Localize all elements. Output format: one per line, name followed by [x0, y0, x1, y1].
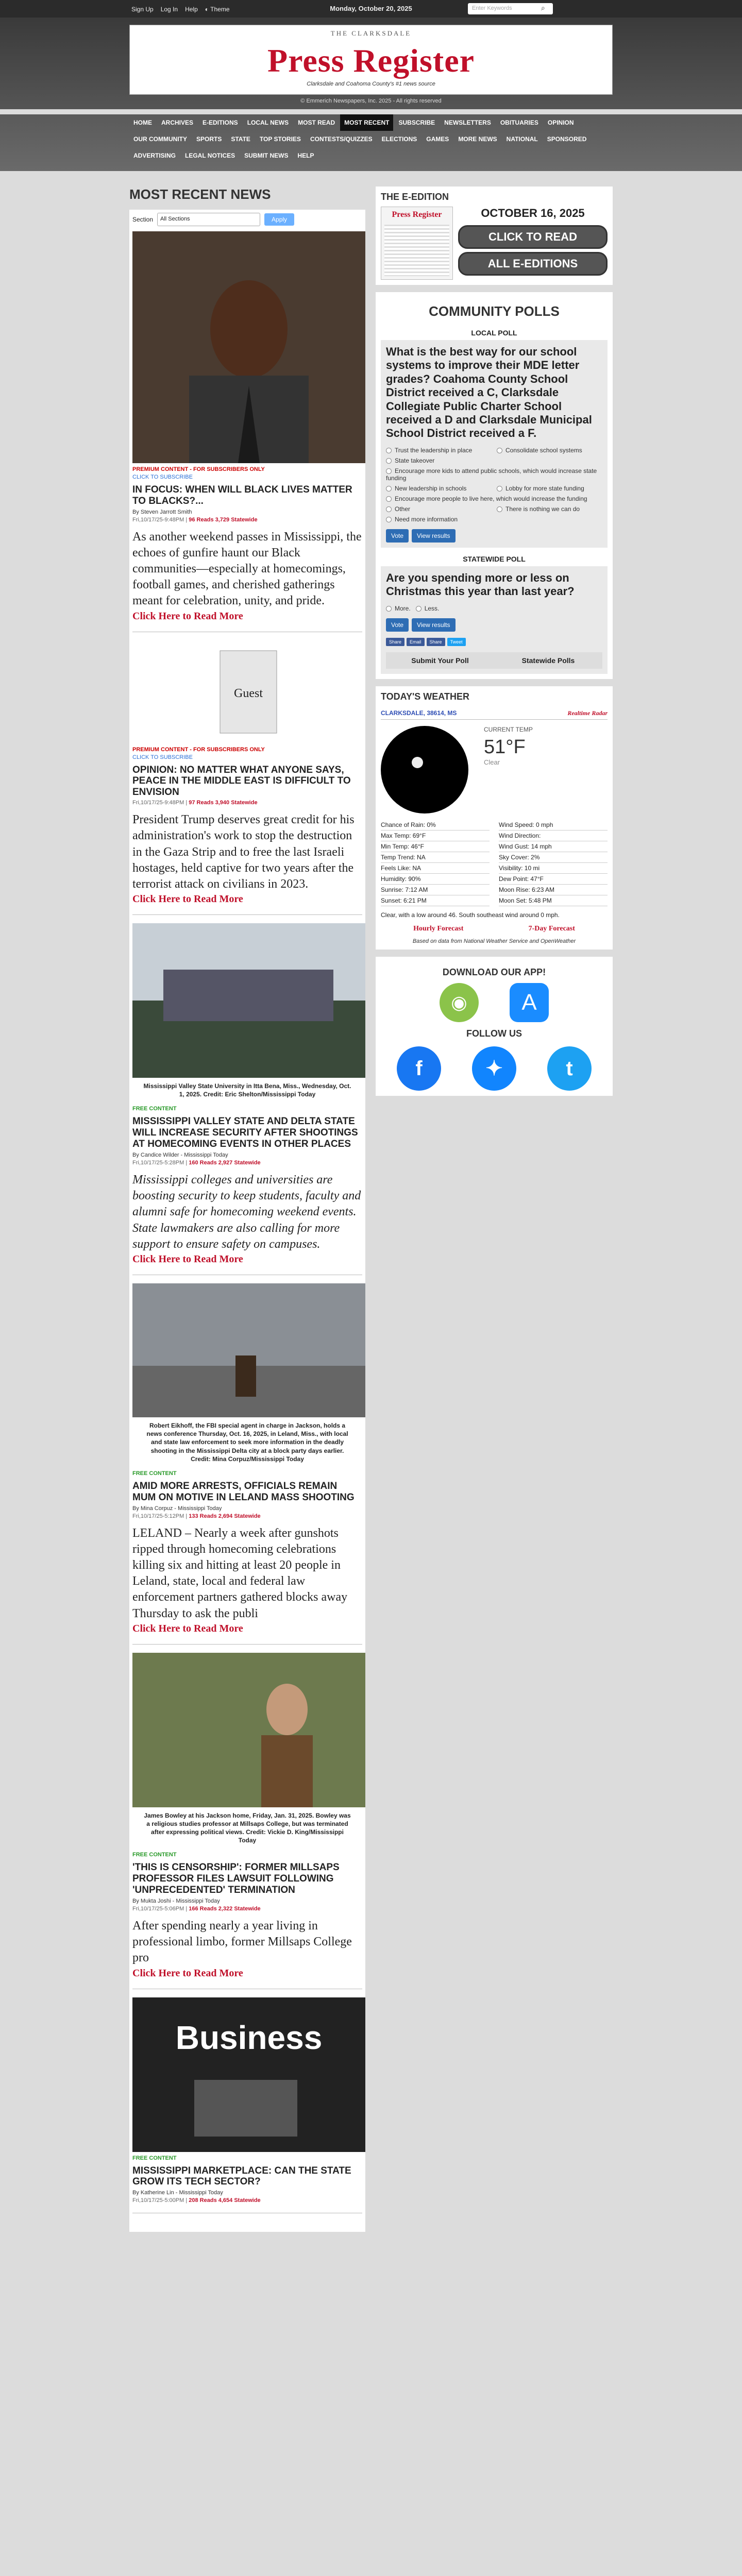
local-poll-option[interactable]: Need more information	[386, 516, 492, 523]
nav-subscribe[interactable]: SUBSCRIBE	[398, 119, 435, 126]
nav-games[interactable]: GAMES	[426, 135, 449, 143]
nav-most-read[interactable]: MOST READ	[298, 119, 335, 126]
weather-stat: Dew Point: 47°F	[499, 874, 608, 885]
nav-opinion[interactable]: OPINION	[547, 119, 574, 126]
subscribe-link[interactable]: CLICK TO SUBSCRIBE	[132, 754, 193, 760]
article-meta: Fri,10/17/25-5:00PM | 208 Reads 4,654 Statewide	[132, 2197, 261, 2204]
local-poll-option[interactable]: Encourage more kids to attend public schools, which would increase state funding	[386, 467, 597, 482]
statewide-polls-link[interactable]: Statewide Polls	[521, 656, 575, 665]
article-title[interactable]: IN FOCUS: WHEN WILL BLACK LIVES MATTER TO BLACKS?...	[132, 484, 352, 506]
article-byline: By Steven Jarrott Smith	[132, 509, 192, 515]
article	[132, 1997, 362, 2214]
weather-stat: Wind Gust: 14 mph	[499, 841, 608, 852]
nav-submit-news[interactable]: SUBMIT NEWS	[244, 152, 289, 159]
access-badge: FREE CONTENT	[132, 1106, 177, 1112]
nav-sports[interactable]: SPORTS	[196, 135, 222, 143]
all-eeditions-button[interactable]: ALL E-EDITIONS	[458, 252, 608, 276]
article-excerpt: President Trump deserves great credit for his administration's work to stop the destruction in the Gaza Strip and to free the last Israeli hostages, held captive for two years after the terrorist attack on civilians in 2023.	[132, 813, 355, 891]
nav-home[interactable]: HOME	[133, 119, 152, 126]
svg-text:Guest: Guest	[234, 686, 263, 700]
article-title[interactable]: 'THIS IS CENSORSHIP': FORMER MILLSAPS PROFESSOR FILES LAWSUIT FOLLOWING 'UNPRECEDENTED' TERMINATION	[132, 1862, 340, 1896]
nav-more-news[interactable]: MORE NEWS	[458, 135, 497, 143]
weather-source: Based on data from National Weather Service and OpenWeather	[412, 938, 576, 944]
top-bar	[0, 0, 742, 18]
article-byline: By Katherine Lin - Mississippi Today	[132, 2190, 223, 2196]
local-results-button[interactable]: View results	[412, 529, 455, 543]
article	[132, 1653, 362, 1989]
eedition-box: THE E-EDITION Press Register OCTOBER 16, 2025 CLICK TO READ ALL E-EDITIONS	[376, 187, 613, 285]
nav-newsletters[interactable]: NEWSLETTERS	[444, 119, 491, 126]
weather-stat: Moon Rise: 6:23 AM	[499, 885, 608, 895]
nav-top-stories[interactable]: TOP STORIES	[259, 135, 301, 143]
radio-button[interactable]	[497, 448, 502, 453]
article-title[interactable]: MISSISSIPPI VALLEY STATE AND DELTA STATE WILL INCREASE SECURITY AFTER SHOOTINGS AT HOMECOMING EVENTS IN OTHER PLACES	[132, 1116, 358, 1150]
nav-most-recent[interactable]: MOST RECENT	[340, 114, 393, 131]
article-byline: By Mina Corpuz - Mississippi Today	[132, 1505, 222, 1512]
article-image[interactable]	[132, 1283, 362, 1417]
local-poll-option[interactable]: Other	[386, 505, 492, 513]
article-meta: Fri,10/17/25-9:48PM | 97 Reads 3,940 Statewide	[132, 800, 258, 806]
article	[132, 1283, 362, 1645]
tweet-button[interactable]: Tweet	[447, 638, 466, 646]
image-caption: Robert Eikhoff, the FBI special agent in charge in Jackson, holds a news conference Thursday, Oct. 16, 2025, in Leland, Miss., with local and state law enforcement to seek more information in the deadly shooting in the Mississippi Delta city at a block party days earlier. Credit: Mina Corpuz/Mississippi Today	[146, 1421, 348, 1463]
article-image[interactable]	[132, 231, 362, 463]
weather-stat: Sky Cover: 2%	[499, 852, 608, 863]
nav-legal-notices[interactable]: LEGAL NOTICES	[185, 152, 235, 159]
article	[132, 231, 362, 632]
header	[0, 18, 742, 109]
read-more-link[interactable]: Click Here to Read More	[132, 1253, 243, 1265]
article	[132, 640, 362, 915]
eedition-thumbnail[interactable]: Press Register	[381, 207, 453, 280]
read-more-link[interactable]: Click Here to Read More	[132, 1622, 243, 1634]
local-poll-option[interactable]: Consolidate school systems	[497, 447, 602, 454]
signup-link[interactable]: Sign Up	[131, 6, 154, 13]
read-more-link[interactable]: Click Here to Read More	[132, 610, 243, 622]
article-excerpt: LELAND – Nearly a week after gunshots ripped through homecoming celebrations killing six and hitting at least 20 people in Leland, state, local and federal law enforcement partners gathered blocks away Thursday to ask the publi	[132, 1526, 348, 1620]
access-badge: FREE CONTENT	[132, 1470, 177, 1477]
article-image[interactable]	[132, 1997, 362, 2152]
access-badge: FREE CONTENT	[132, 2155, 177, 2161]
article-excerpt: Mississippi colleges and universities are boosting security to keep students, faculty and alumni safe for homecoming weekend events. State lawmakers are also calling for more support to ensure safety on campuses.	[132, 1173, 361, 1251]
copyright: © Emmerich Newspapers, Inc. 2025 - All rights reserved	[300, 98, 442, 104]
article-image[interactable]	[132, 923, 362, 1078]
weather-stat: Sunrise: 7:12 AM	[381, 885, 490, 895]
share-button[interactable]: Share	[427, 638, 445, 646]
current-temp: 51°F	[484, 736, 526, 758]
access-badge: PREMIUM CONTENT - FOR SUBSCRIBERS ONLY	[132, 466, 265, 472]
article-meta: Fri,10/17/25-5:28PM | 160 Reads 2,927 Statewide	[132, 1160, 261, 1166]
state-poll-option[interactable]: Less.	[416, 605, 440, 612]
local-poll-question: What is the best way for our school systems to improve their MDE letter grades? Coahoma County School District received a C, Clarksdale Collegiate Public Charter School received a D and Clarksdale Municipal School District received a F.	[386, 345, 592, 440]
radio-button[interactable]	[497, 506, 502, 512]
android-app-icon[interactable]: ◉	[440, 983, 479, 1022]
subscribe-link[interactable]: CLICK TO SUBSCRIBE	[132, 474, 193, 480]
nav-contests-quizzes[interactable]: CONTESTS/QUIZZES	[310, 135, 373, 143]
community-polls: COMMUNITY POLLS LOCAL POLL What is the best way for our school systems to improve their MDE letter grades? Coahoma County School District received a C, Clarksdale Collegiate Public Charter School received a D and Clarksdale Municipal School District received a F. Trust the leadership in place Consolidate school systems State takeover Encourage more kids to attend public schools, which would increase state funding New leadership in schools Lobby for more state funding Encourage more people to live here, which would increase the funding Other There is nothing we can do Need more information Vote View results STATEWIDE POLL Are you spending more or less on Christmas this year than last year? More. Less. Vote View results Share Email Share Tweet Submit Your Poll Statewide Polls	[376, 292, 613, 679]
weather-stat: Chance of Rain: 0%	[381, 820, 490, 831]
radio-button[interactable]	[386, 606, 392, 612]
state-vote-button[interactable]: Vote	[386, 618, 409, 632]
submit-poll-link[interactable]: Submit Your Poll	[411, 656, 469, 665]
image-caption: James Bowley at his Jackson home, Friday, Jan. 31, 2025. Bowley was a religious studies professor at Millsaps College, but was terminated after expressing political views. Credit: Vickie D. King/Mississippi Today	[144, 1811, 351, 1844]
nav-e-editions[interactable]: E-EDITIONS	[203, 119, 238, 126]
email-share-button[interactable]: Email	[407, 638, 425, 646]
nav-help[interactable]: HELP	[297, 152, 314, 159]
article-meta: Fri,10/17/25-9:48PM | 96 Reads 3,729 Statewide	[132, 516, 258, 523]
local-vote-button[interactable]: Vote	[386, 529, 409, 543]
radio-button[interactable]	[386, 496, 392, 502]
theme-icon: ◐	[205, 6, 211, 13]
local-poll-option[interactable]: Lobby for more state funding	[497, 485, 602, 492]
bluesky-icon[interactable]: ✦	[472, 1046, 516, 1091]
radio-button[interactable]	[497, 486, 502, 492]
article-title[interactable]: AMID MORE ARRESTS, OFFICIALS REMAIN MUM ON MOTIVE IN LELAND MASS SHOOTING	[132, 1480, 355, 1503]
radio-button[interactable]	[386, 468, 392, 474]
image-caption: Mississippi Valley State University in Itta Bena, Miss., Wednesday, Oct. 1, 2025. Credit: Eric Shelton/Mississippi Today	[143, 1082, 351, 1098]
app-store-icon[interactable]: A	[510, 983, 549, 1022]
article-image[interactable]	[132, 1653, 362, 1807]
svg-text:Business: Business	[175, 2019, 323, 2056]
article-byline: By Candice Wilder - Mississippi Today	[132, 1152, 228, 1158]
state-results-button[interactable]: View results	[412, 618, 455, 632]
nav-our-community[interactable]: OUR COMMUNITY	[133, 135, 187, 143]
nav-local-news[interactable]: LOCAL NEWS	[247, 119, 289, 126]
search-input[interactable]: Enter Keywords	[468, 3, 553, 14]
article-byline: By Mukta Joshi - Mississippi Today	[132, 1897, 220, 1904]
weather-stat: Moon Set: 5:48 PM	[499, 895, 608, 906]
radar-link[interactable]: Realtime Radar	[567, 709, 608, 717]
local-poll-option[interactable]: Encourage more people to live here, which would increase the funding	[386, 495, 602, 502]
state-poll-option[interactable]: More.	[386, 605, 411, 612]
radio-button[interactable]	[386, 517, 392, 522]
twitter-icon[interactable]: t	[547, 1046, 592, 1091]
weather-stat: Wind Speed: 0 mph	[499, 820, 608, 831]
weather-stat: Visibility: 10 mi	[499, 863, 608, 874]
page-title: MOST RECENT NEWS	[129, 187, 271, 202]
login-link[interactable]: Log In	[160, 6, 178, 13]
radio-button[interactable]	[386, 458, 392, 464]
weather-summary: Clear, with a low around 46. South southeast wind around 0 mph.	[381, 911, 560, 919]
access-badge: FREE CONTENT	[132, 1852, 177, 1858]
nav-archives[interactable]: ARCHIVES	[161, 119, 194, 126]
facebook-share-button[interactable]: Share	[386, 638, 404, 646]
eedition-date: OCTOBER 16, 2025	[481, 207, 585, 219]
article-excerpt: As another weekend passes in Mississippi, the echoes of gunfire haunt our Black communities—especially at homecomings, football games, and cherished gatherings meant for celebration, unity, and pride.	[132, 530, 362, 608]
article-title[interactable]: OPINION: NO MATTER WHAT ANYONE SAYS, PEACE IN THE MIDDLE EAST IS DIFFICULT TO ENVISION	[132, 764, 351, 798]
article-image[interactable]	[132, 640, 362, 743]
weather-stat: Humidity: 90%	[381, 874, 490, 885]
help-link[interactable]: Help	[185, 6, 198, 13]
local-poll-option[interactable]: New leadership in schools	[386, 485, 492, 492]
article	[132, 923, 362, 1275]
radio-button[interactable]	[386, 486, 392, 492]
weather-stat: Temp Trend: NA	[381, 852, 490, 863]
article-title[interactable]: MISSISSIPPI MARKETPLACE: CAN THE STATE GROW ITS TECH SECTOR?	[132, 2165, 351, 2188]
article-meta: Fri,10/17/25-5:12PM | 133 Reads 2,694 Statewide	[132, 1513, 261, 1519]
weather-stat: Sunset: 6:21 PM	[381, 895, 490, 906]
access-badge: PREMIUM CONTENT - FOR SUBSCRIBERS ONLY	[132, 746, 265, 753]
local-poll-option[interactable]: There is nothing we can do	[497, 505, 602, 513]
theme-toggle[interactable]: ◐ Theme	[205, 6, 230, 13]
facebook-icon[interactable]: f	[397, 1046, 441, 1091]
search-icon[interactable]: ⌕	[541, 4, 545, 12]
nav-national[interactable]: NATIONAL	[506, 135, 538, 143]
nav-advertising[interactable]: ADVERTISING	[133, 152, 176, 159]
radio-button[interactable]	[386, 448, 392, 453]
nav-obituaries[interactable]: OBITUARIES	[500, 119, 538, 126]
read-more-link[interactable]: Click Here to Read More	[132, 1967, 243, 1979]
article-meta: Fri,10/17/25-5:06PM | 166 Reads 2,322 Statewide	[132, 1905, 261, 1912]
weather-stat: Feels Like: NA	[381, 863, 490, 874]
moon-icon	[381, 726, 468, 814]
read-more-link[interactable]: Click Here to Read More	[132, 893, 243, 905]
site-logo[interactable]: THE CLARKSDALE Press Register Clarksdale and Coahoma County's #1 news source	[129, 25, 613, 95]
nav-elections[interactable]: ELECTIONS	[381, 135, 417, 143]
nav-sponsored[interactable]: SPONSORED	[547, 135, 587, 143]
section-filter: Section All Sections Apply	[132, 213, 362, 226]
main-nav	[129, 114, 613, 164]
apply-button[interactable]: Apply	[264, 213, 294, 226]
radio-button[interactable]	[386, 506, 392, 512]
state-poll-question: Are you spending more or less on Christmas this year than last year?	[386, 571, 575, 598]
current-date: Monday, October 20, 2025	[330, 5, 412, 12]
weather-stat: Min Temp: 46°F	[381, 841, 490, 852]
weather-stat: Wind Direction:	[499, 831, 608, 841]
weather-stat: Max Temp: 69°F	[381, 831, 490, 841]
weather-box: TODAY'S WEATHER CLARKSDALE, 38614, MS Realtime Radar CURRENT TEMP 51°F Clear Chance of Rain: 0% Wind Speed: 0 mph Max Temp: 69°F Wind Direction: Min Temp: 46°F Wind Gust: 14 mph Temp Trend: NA Sky Cover: 2% Feels Like: NA Visibility: 10 mi Humidity: 90% Dew Point: 47°F Sunrise: 7:12 AM Moon Rise: 6:23 AM Sunset: 6:21 PM Moon Set: 5:48 PM Clear, with a low around 46. South southeast wind around 0 mph. Hourly Forecast 7-Day Forecast Based on data from National Weather Service and OpenWeather	[376, 686, 613, 950]
weather-location[interactable]: CLARKSDALE, 38614, MS	[381, 709, 457, 717]
radio-button[interactable]	[416, 606, 421, 612]
local-poll-option[interactable]: State takeover	[386, 457, 492, 464]
nav-state[interactable]: STATE	[231, 135, 250, 143]
section-select[interactable]: All Sections	[157, 213, 260, 226]
apps-box: DOWNLOAD OUR APP! ◉ A FOLLOW US f ✦ t	[376, 957, 613, 1096]
local-poll-option[interactable]: Trust the leadership in place	[386, 447, 492, 454]
seven-day-forecast-link[interactable]: 7-Day Forecast	[528, 924, 575, 933]
click-to-read-button[interactable]: CLICK TO READ	[458, 225, 608, 249]
hourly-forecast-link[interactable]: Hourly Forecast	[413, 924, 464, 933]
article-excerpt: After spending nearly a year living in professional limbo, former Millsaps College pro	[132, 1919, 352, 1965]
